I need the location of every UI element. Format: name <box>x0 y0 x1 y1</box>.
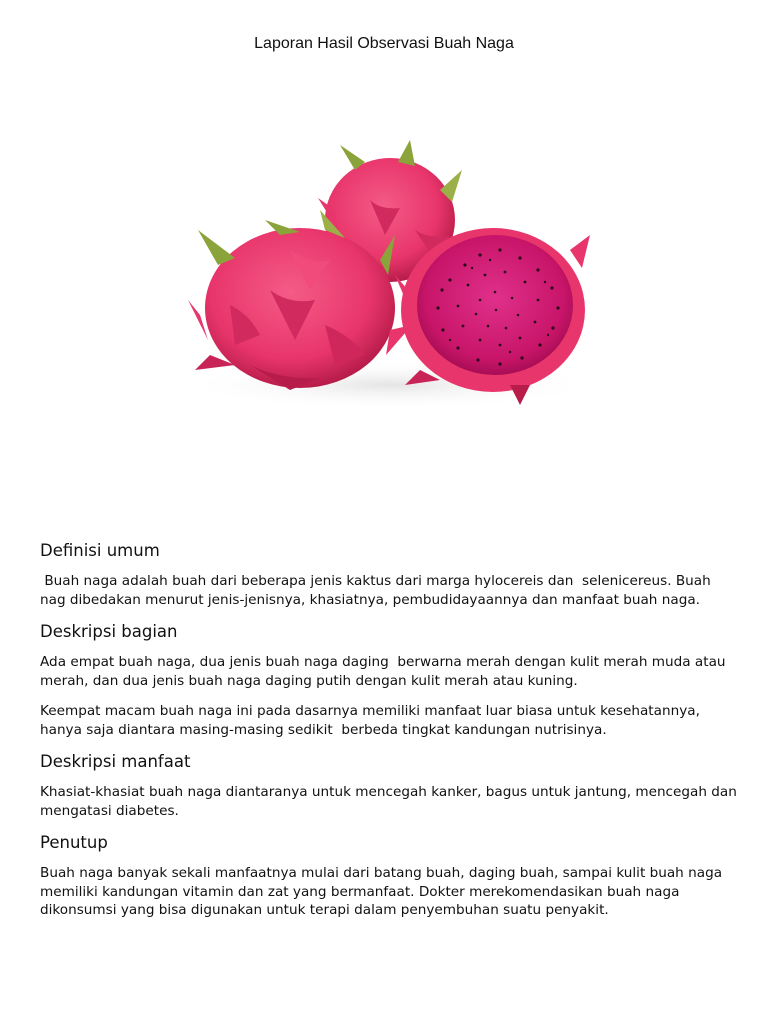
paragraph-deskripsi-manfaat: Khasiat-khasiat buah naga diantaranya untuk mencegah kanker, bagus untuk jantung, mencegah dan mengatasi diabetes. <box>40 784 742 819</box>
paragraph-definisi-umum: Buah naga adalah buah dari beberapa jenis kaktus dari marga hylocereis dan selenicereus. Buah nag dibedakan menurut jenis-jenisnya, khasiatnya, pembudidayaannya dan manfaat buah naga. <box>40 573 716 608</box>
dragon-fruit-image <box>150 140 620 430</box>
section-heading-definisi-umum: Definisi umum <box>40 541 160 560</box>
document-body <box>40 540 740 932</box>
section-heading-deskripsi-bagian: Deskripsi bagian <box>40 622 178 641</box>
paragraph-deskripsi-bagian-1: Ada empat buah naga, dua jenis buah naga daging berwarna merah dengan kulit merah muda atau merah, dan dua jenis buah naga daging putih dengan kulit merah atau kuning. <box>40 654 730 689</box>
section-heading-deskripsi-manfaat: Deskripsi manfaat <box>40 752 191 771</box>
paragraph-penutup: Buah naga banyak sekali manfaatnya mulai dari batang buah, daging buah, sampai kulit buah naga memiliki kandungan vitamin dan zat yang bermanfaat. Dokter merekomendasikan buah naga dikonsumsi yang bisa digunakan untuk terapi dalam penyembuhan suatu penyakit. <box>40 865 727 918</box>
section-heading-penutup: Penutup <box>40 833 108 852</box>
page-title: Laporan Hasil Observasi Buah Naga <box>254 35 514 52</box>
paragraph-deskripsi-bagian-2: Keempat macam buah naga ini pada dasarnya memiliki manfaat luar biasa untuk kesehatannya, hanya saja diantara masing-masing sedikit berbeda tingkat kandungan nutrisinya. <box>40 703 705 738</box>
